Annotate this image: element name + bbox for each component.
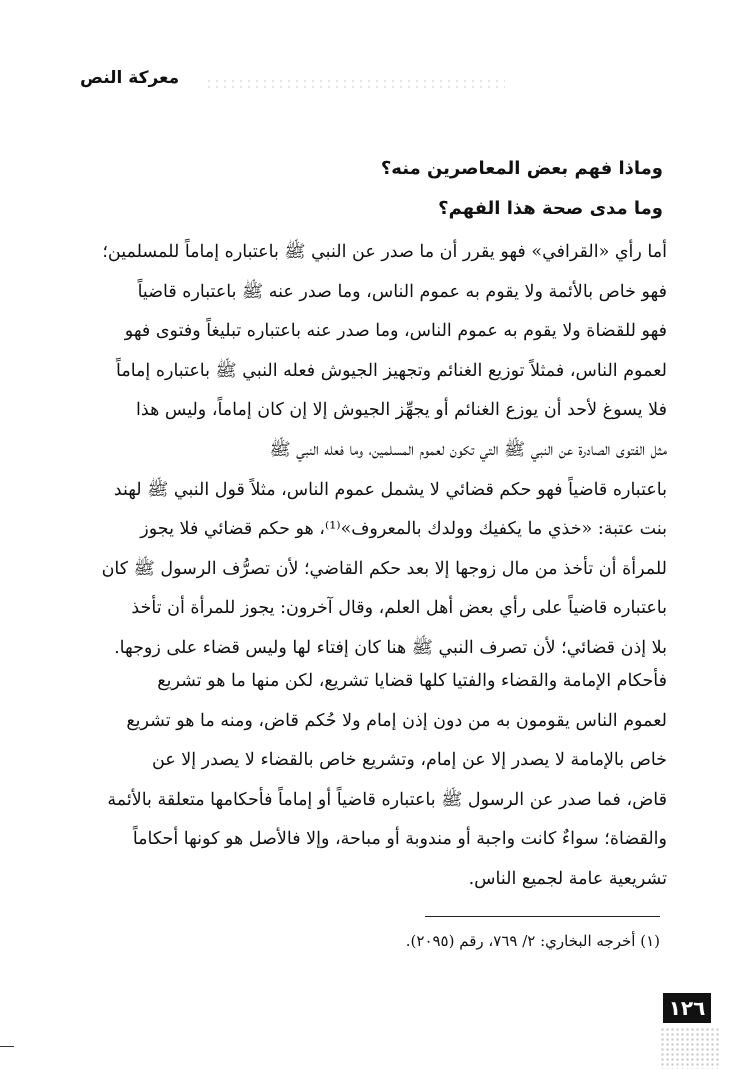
question-heading-2: وما مدى صحة هذا الفهم؟ <box>438 198 663 219</box>
text-line: تشريعية عامة لجميع الناس. <box>468 868 667 889</box>
text-line: خاص بالإمامة لا يصدر إلا عن إمام، وتشريع خاص بالقضاء لا يصدر إلا عن <box>151 750 667 771</box>
footnote-divider <box>425 916 660 917</box>
text-line: مثل الفتوى الصادرة عن النبي ﷺ التي تكون لعموم المسلمين، وما فعله النبي ﷺ <box>269 439 667 460</box>
text-line: والقضاة؛ سواءٌ كانت واجبة أو مندوبة أو مباحة، وإلا فالأصل هو كونها أحكاماً <box>132 829 667 850</box>
paragraph-1 <box>82 233 667 669</box>
text-line: بلا إذن قضائي؛ لأن تصرف النبي ﷺ هنا كان إفتاء لها وليس قضاء على زوجها. <box>114 637 667 658</box>
text-line: بنت عتبة: «خذي ما يكفيك وولدك بالمعروف»⁽¹⁾، هو حكم قضائي فلا يجوز <box>140 519 667 540</box>
header-ornament <box>205 78 505 88</box>
text-line: لعموم الناس يقومون به من دون إذن إمام ولا حُكم قاض، ومنه ما هو تشريع <box>126 710 667 731</box>
text-line: لعموم الناس، فمثلاً توزيع الغنائم وتجهيز الجيوش فعله النبي ﷺ باعتباره إماماً <box>116 360 667 381</box>
scan-texture <box>660 1027 720 1069</box>
text-line: أما رأي «القرافي» فهو يقرر أن ما صدر عن النبي ﷺ باعتباره إماماً للمسلمين؛ <box>102 242 667 262</box>
text-line: فأحكام الإمامة والقضاء والفتيا كلها قضايا تشريع، لكن منها ما هو تشريع <box>157 671 667 691</box>
question-heading-1: وماذا فهم بعض المعاصرين منه؟ <box>380 158 663 179</box>
paragraph-2 <box>82 662 667 900</box>
text-line: فلا يسوغ لأحد أن يوزع الغنائم أو يجهِّز الجيوش إلا إن كان إماماً، وليس هذا <box>136 400 667 421</box>
text-line: للمرأة أن تأخذ من مال زوجها إلا بعد حكم القاضي؛ لأن تصرُّف الرسول ﷺ كان <box>101 558 667 579</box>
text-line: باعتباره قاضياً على رأي بعض أهل العلم، وقال آخرون: يجوز للمرأة أن تأخذ <box>131 598 667 619</box>
text-line: فهو للقضاة ولا يقوم به عموم الناس، وما صدر عنه باعتباره تبليغاً وفتوى فهو <box>124 321 667 342</box>
text-line: باعتباره قاضياً فهو حكم قضائي لا يشمل عموم الناس، مثلاً قول النبي ﷺ لهند <box>113 479 667 500</box>
edge-mark <box>0 1046 14 1047</box>
text-line: قاض، فما صدر عن الرسول ﷺ باعتباره قاضياً أو إماماً فأحكامها متعلقة بالأئمة <box>107 789 667 810</box>
running-header-title: معركة النص <box>80 68 180 88</box>
page-number: ١٢٦ <box>663 993 711 1023</box>
footnote: (١) أخرجه البخاري: ٢/ ٧٦٩، رقم (٢٠٩٥). <box>405 932 660 950</box>
text-line: فهو خاص بالأئمة ولا يقوم به عموم الناس، وما صدر عنه ﷺ باعتباره قاضياً <box>137 281 667 302</box>
